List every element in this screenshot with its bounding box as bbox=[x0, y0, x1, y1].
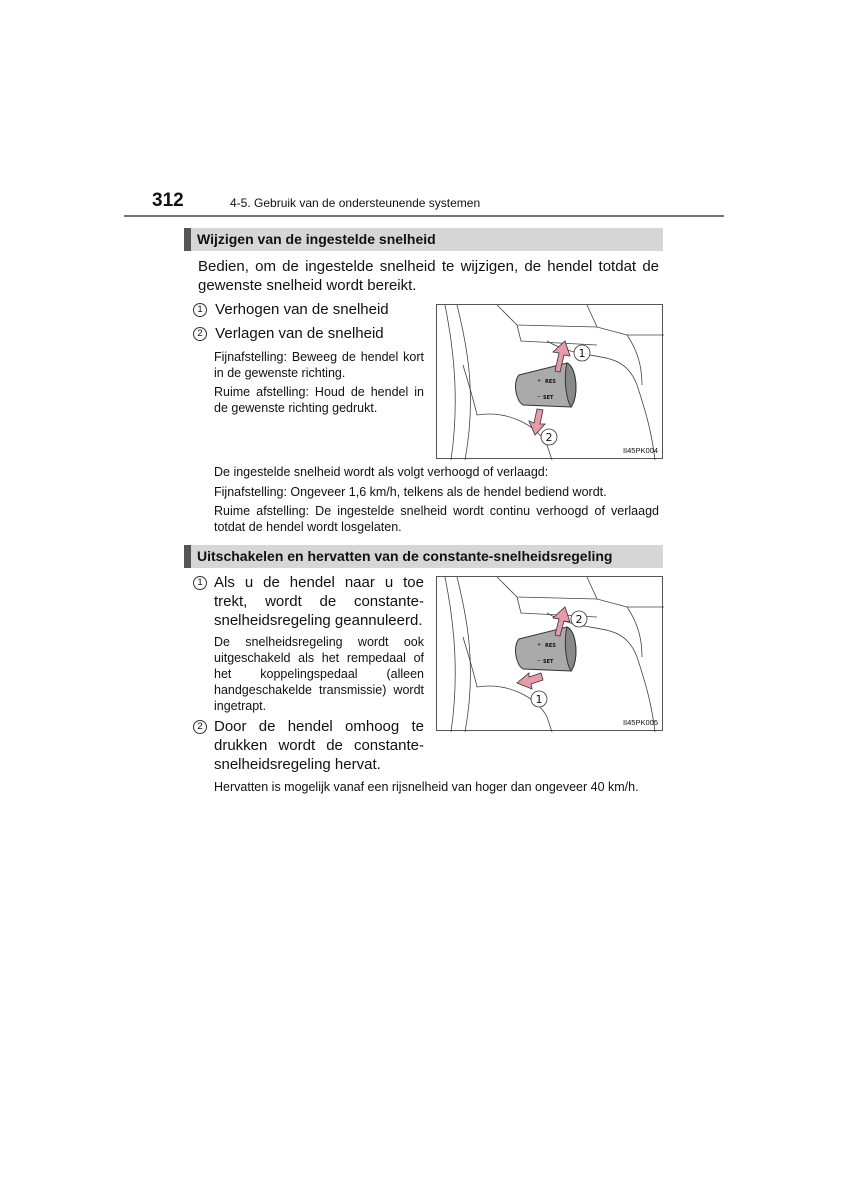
page-number: 312 bbox=[152, 190, 184, 211]
list-item-decrease bbox=[193, 324, 423, 343]
coarse-adjust-text: Ruime afstelling: Houd de hendel in de gewenste richting gedrukt. bbox=[214, 385, 424, 415]
lever-minus-label: − bbox=[537, 658, 542, 664]
list-item-label: Verlagen van de snelheid bbox=[215, 325, 384, 342]
item-number-2: 2 bbox=[193, 327, 207, 341]
cancel-note: De snelheidsregeling wordt ook uitgeschakeld als het rempedaal of het koppelingspedaal (alleen handgeschakelde transmissie) wordt ingetrapt. bbox=[214, 635, 424, 713]
item-number-1: 1 bbox=[193, 303, 207, 317]
lever-res-label: RES bbox=[545, 643, 556, 649]
lever-plus-label: + bbox=[537, 378, 542, 384]
fine-adjust-text: Fijnafstelling: Beweeg de hendel kort in de gewenste richting. bbox=[214, 350, 424, 380]
callout-2: 2 bbox=[545, 431, 553, 444]
note-coarse-adjust: Ruime afstelling: De ingestelde snelheid wordt continu verhoogd of verlaagd totdat de hendel wordt losgelaten. bbox=[214, 504, 659, 534]
note-speed-change: De ingestelde snelheid wordt als volgt verhoogd of verlaagd: bbox=[214, 465, 549, 479]
arrow-pull bbox=[517, 673, 543, 689]
item-number-2: 2 bbox=[193, 720, 207, 734]
figure-lever-change-speed bbox=[436, 304, 663, 459]
callout-1: 1 bbox=[535, 693, 543, 706]
lever-minus-label: − bbox=[537, 394, 542, 400]
section-reference: 4-5. Gebruik van de ondersteunende systemen bbox=[230, 196, 481, 210]
header-rule bbox=[124, 215, 724, 217]
section1-intro: Bedien, om de ingestelde snelheid te wijzigen, de hendel totdat de gewenste snelheid wordt bereikt. bbox=[198, 258, 659, 294]
cancel-text: Als u de hendel naar u toe trekt, wordt de constante-snelheidsregeling geannuleerd. bbox=[214, 574, 424, 629]
callout-1: 1 bbox=[578, 347, 586, 360]
item-number-1: 1 bbox=[193, 576, 207, 590]
figure-id: II45PK005 bbox=[622, 718, 658, 727]
lever-set-label: SET bbox=[543, 659, 554, 665]
figure-lever-cancel-resume bbox=[436, 576, 663, 731]
note-fine-adjust: Fijnafstelling: Ongeveer 1,6 km/h, telkens als de hendel bediend wordt. bbox=[214, 485, 607, 499]
figure-id: II45PK004 bbox=[622, 446, 658, 455]
callout-2: 2 bbox=[575, 613, 583, 626]
lever-illustration bbox=[437, 577, 664, 732]
lever-illustration bbox=[437, 305, 664, 460]
lever-set-label: SET bbox=[543, 395, 554, 401]
lever-res-label: RES bbox=[545, 379, 556, 385]
list-item-label: Verhogen van de snelheid bbox=[215, 301, 389, 318]
list-item-increase bbox=[193, 300, 423, 319]
resume-text: Door de hendel omhoog te drukken wordt de constante-snelheidsregeling hervat. bbox=[214, 718, 424, 773]
resume-speed-note: Hervatten is mogelijk vanaf een rijsnelheid van hoger dan ongeveer 40 km/h. bbox=[214, 780, 639, 794]
lever-body bbox=[516, 363, 576, 407]
arrow-down bbox=[529, 409, 545, 435]
section-heading-cancel-resume: Uitschakelen en hervatten van de constante-snelheidsregeling bbox=[184, 545, 663, 568]
lever-body bbox=[516, 627, 576, 671]
section-heading-change-speed: Wijzigen van de ingestelde snelheid bbox=[184, 228, 663, 251]
lever-plus-label: + bbox=[537, 642, 542, 648]
